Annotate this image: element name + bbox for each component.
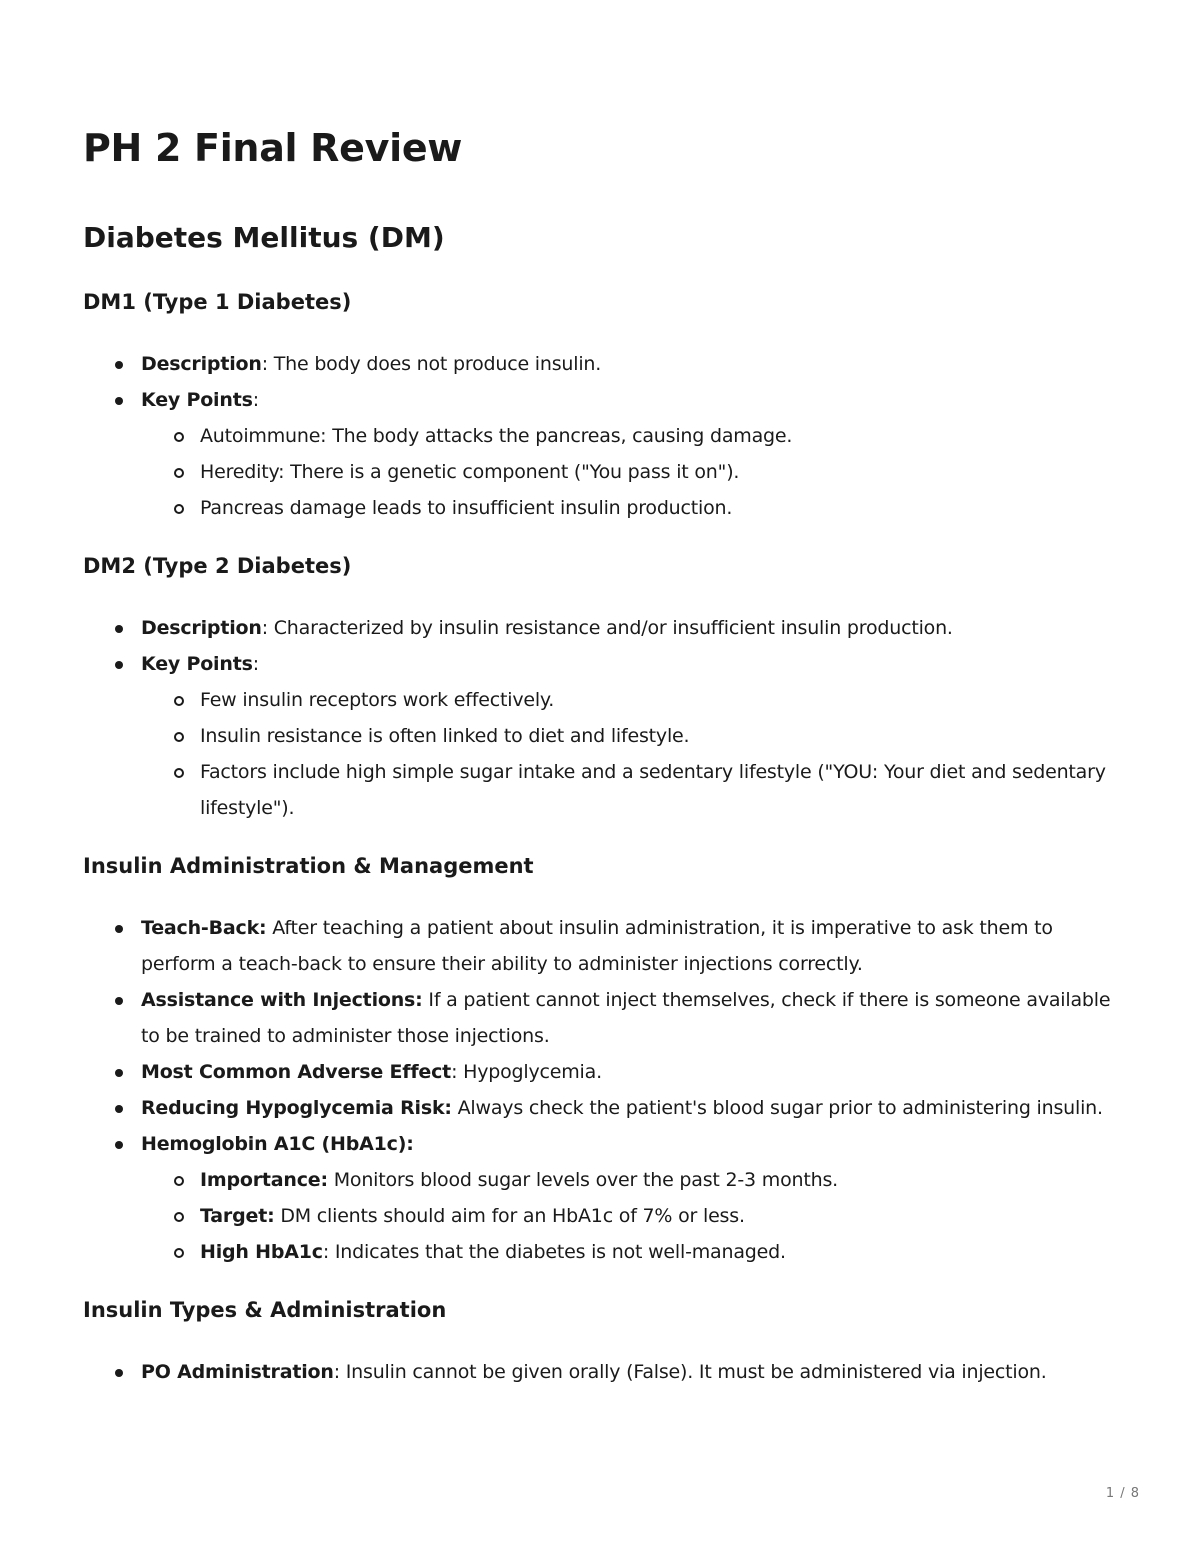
list-item xyxy=(83,1090,1123,1126)
item-text: After teaching a patient about insulin administration, it is imperative to ask them to perform a teach-back to ensure their ability to administer injections correctly. xyxy=(141,917,1053,975)
key-points-label: Key Points xyxy=(141,653,253,675)
list-item xyxy=(141,1234,1123,1270)
list-item xyxy=(83,1054,1123,1090)
list-item: Factors include high simple sugar intake and a sedentary lifestyle ("YOU: Your diet and sedentary lifestyle"). xyxy=(141,754,1123,826)
dm1-key-points xyxy=(141,418,1123,526)
item-text: Always check the patient's blood sugar prior to administering insulin. xyxy=(451,1097,1103,1119)
item-text: : Indicates that the diabetes is not well-managed. xyxy=(322,1241,786,1263)
item-label: Target: xyxy=(200,1205,275,1227)
description-label: Description xyxy=(141,353,262,375)
item-label: PO Administration xyxy=(141,1361,334,1383)
label-colon: : xyxy=(252,653,259,675)
description-label: Description xyxy=(141,617,262,639)
list-item xyxy=(83,646,1123,826)
item-text: If a patient cannot inject themselves, check if there is someone available to be trained to administer those injections. xyxy=(141,989,1111,1047)
item-label: Most Common Adverse Effect xyxy=(141,1061,452,1083)
description-text: : Characterized by insulin resistance and/or insufficient insulin production. xyxy=(261,617,953,639)
item-label: Teach-Back: xyxy=(141,917,267,939)
list-item: Heredity: There is a genetic component ("You pass it on"). xyxy=(141,454,1123,490)
insulin-types-list xyxy=(83,1354,1123,1390)
list-item xyxy=(83,346,1123,382)
dm1-list xyxy=(83,346,1123,526)
list-item xyxy=(83,1126,1123,1270)
item-text: Monitors blood sugar levels over the past 2-3 months. xyxy=(327,1169,838,1191)
item-text: : Insulin cannot be given orally (False). It must be administered via injection. xyxy=(333,1361,1047,1383)
heading-dm2: DM2 (Type 2 Diabetes) xyxy=(83,554,352,578)
list-item: Pancreas damage leads to insufficient insulin production. xyxy=(141,490,1123,526)
section-heading-diabetes: Diabetes Mellitus (DM) xyxy=(83,221,445,254)
item-label: High HbA1c xyxy=(200,1241,323,1263)
item-label: Importance: xyxy=(200,1169,328,1191)
list-item: Insulin resistance is often linked to diet and lifestyle. xyxy=(141,718,1123,754)
label-colon: : xyxy=(252,389,259,411)
list-item: Autoimmune: The body attacks the pancreas, causing damage. xyxy=(141,418,1123,454)
dm2-key-points xyxy=(141,682,1123,826)
list-item xyxy=(83,982,1123,1054)
insulin-admin-list xyxy=(83,910,1123,1270)
list-item xyxy=(83,610,1123,646)
list-item xyxy=(83,382,1123,526)
item-text: DM clients should aim for an HbA1c of 7% or less. xyxy=(274,1205,745,1227)
list-item xyxy=(141,1198,1123,1234)
heading-insulin-types: Insulin Types & Administration xyxy=(83,1298,447,1322)
page-title: PH 2 Final Review xyxy=(83,126,463,170)
hba1c-points xyxy=(141,1162,1123,1270)
key-points-label: Key Points xyxy=(141,389,253,411)
heading-dm1: DM1 (Type 1 Diabetes) xyxy=(83,290,352,314)
dm2-list xyxy=(83,610,1123,826)
item-label: Hemoglobin A1C (HbA1c): xyxy=(141,1133,414,1155)
item-label: Assistance with Injections: xyxy=(141,989,423,1011)
document-content xyxy=(83,118,1123,1390)
list-item xyxy=(83,910,1123,982)
item-label: Reducing Hypoglycemia Risk: xyxy=(141,1097,452,1119)
item-text: : Hypoglycemia. xyxy=(451,1061,602,1083)
list-item: Few insulin receptors work effectively. xyxy=(141,682,1123,718)
heading-insulin-administration: Insulin Administration & Management xyxy=(83,854,534,878)
description-text: : The body does not produce insulin. xyxy=(261,353,602,375)
page-indicator: 1 / 8 xyxy=(1105,1486,1140,1501)
list-item xyxy=(83,1354,1123,1390)
list-item xyxy=(141,1162,1123,1198)
